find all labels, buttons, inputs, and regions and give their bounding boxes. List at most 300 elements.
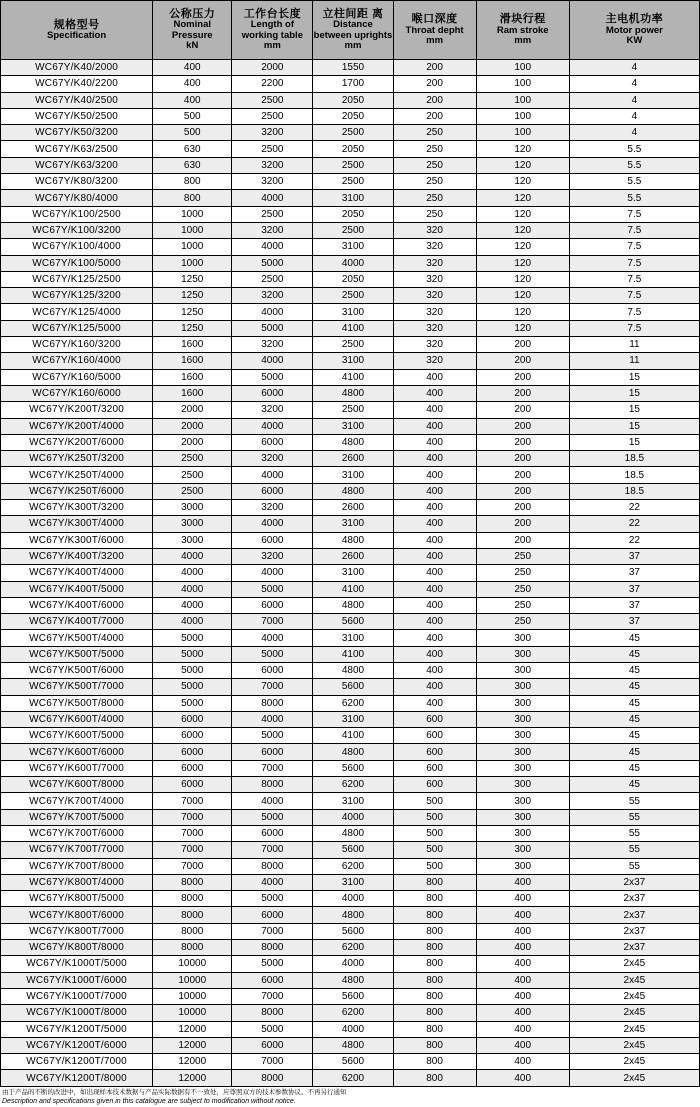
cell-value: 45 — [569, 711, 699, 727]
cell-value: 4 — [569, 108, 699, 124]
cell-value: 7000 — [232, 679, 313, 695]
table-row — [1, 483, 700, 499]
cell-specification: WC67Y/K500T/8000 — [1, 695, 153, 711]
cell-value: 320 — [393, 304, 476, 320]
header-en-specification: Specification — [47, 29, 107, 41]
cell-value: 250 — [476, 565, 569, 581]
cell-value: 3200 — [232, 451, 313, 467]
cell-value: 200 — [476, 434, 569, 450]
table-row — [1, 500, 700, 516]
cell-value: 4100 — [313, 646, 393, 662]
cell-value: 6200 — [313, 1005, 393, 1021]
cell-value: 15 — [569, 434, 699, 450]
cell-value: 300 — [476, 842, 569, 858]
cell-value: 45 — [569, 744, 699, 760]
cell-specification: WC67Y/K63/2500 — [1, 141, 153, 157]
cell-value: 2050 — [313, 108, 393, 124]
cell-value: 1000 — [153, 222, 232, 238]
cell-value: 22 — [569, 516, 699, 532]
cell-value: 2200 — [232, 76, 313, 92]
cell-value: 300 — [476, 858, 569, 874]
cell-specification: WC67Y/K400T/3200 — [1, 548, 153, 564]
cell-value: 3200 — [232, 548, 313, 564]
cell-value: 7000 — [232, 760, 313, 776]
cell-value: 2x45 — [569, 1070, 699, 1086]
cell-value: 8000 — [232, 858, 313, 874]
cell-value: 4100 — [313, 728, 393, 744]
table-row — [1, 614, 700, 630]
header-cn-ram-stroke: 滑块行程 — [499, 13, 546, 26]
cell-specification: WC67Y/K1000T/6000 — [1, 972, 153, 988]
cell-value: 2600 — [313, 451, 393, 467]
cell-value: 7000 — [153, 809, 232, 825]
cell-value: 4800 — [313, 483, 393, 499]
cell-specification: WC67Y/K400T/5000 — [1, 581, 153, 597]
cell-value: 800 — [393, 1054, 476, 1070]
cell-value: 2x37 — [569, 907, 699, 923]
cell-value: 2050 — [313, 206, 393, 222]
table-row — [1, 630, 700, 646]
cell-specification: WC67Y/K250T/4000 — [1, 467, 153, 483]
cell-specification: WC67Y/K700T/5000 — [1, 809, 153, 825]
cell-value: 4000 — [153, 581, 232, 597]
cell-value: 10000 — [153, 1005, 232, 1021]
table-row — [1, 255, 700, 271]
cell-value: 320 — [393, 320, 476, 336]
cell-value: 5000 — [232, 956, 313, 972]
cell-value: 7.5 — [569, 239, 699, 255]
cell-value: 120 — [476, 157, 569, 173]
cell-value: 1600 — [153, 369, 232, 385]
cell-value: 37 — [569, 597, 699, 613]
cell-value: 400 — [476, 1070, 569, 1086]
cell-value: 4000 — [232, 190, 313, 206]
cell-value: 4000 — [232, 304, 313, 320]
cell-value: 5000 — [232, 1021, 313, 1037]
cell-value: 200 — [393, 76, 476, 92]
table-row — [1, 565, 700, 581]
cell-value: 800 — [393, 1070, 476, 1086]
cell-value: 6200 — [313, 695, 393, 711]
header-unit-throat-depth: mm — [426, 35, 444, 47]
cell-value: 6000 — [153, 711, 232, 727]
cell-value: 7000 — [153, 858, 232, 874]
cell-value: 200 — [476, 369, 569, 385]
table-row — [1, 646, 700, 662]
cell-value: 400 — [393, 451, 476, 467]
cell-value: 37 — [569, 581, 699, 597]
cell-value: 120 — [476, 206, 569, 222]
table-row — [1, 777, 700, 793]
table-row — [1, 125, 700, 141]
header-cn-specification: 规格型号 — [53, 18, 100, 31]
table-row — [1, 874, 700, 890]
header-unit-nominal-pressure: kN — [186, 40, 199, 52]
cell-value: 7000 — [232, 988, 313, 1004]
header-en-table-length: Length of working table — [241, 19, 303, 41]
cell-value: 22 — [569, 532, 699, 548]
cell-value: 8000 — [232, 1005, 313, 1021]
table-row — [1, 222, 700, 238]
cell-specification: WC67Y/K160/6000 — [1, 385, 153, 401]
cell-value: 3000 — [153, 500, 232, 516]
cell-value: 8000 — [232, 777, 313, 793]
cell-value: 5600 — [313, 842, 393, 858]
cell-value: 4000 — [153, 565, 232, 581]
table-row — [1, 92, 700, 108]
cell-value: 5.5 — [569, 190, 699, 206]
cell-value: 400 — [393, 597, 476, 613]
cell-value: 6000 — [232, 434, 313, 450]
cell-value: 1250 — [153, 304, 232, 320]
cell-value: 120 — [476, 288, 569, 304]
cell-value: 2500 — [313, 125, 393, 141]
cell-value: 45 — [569, 760, 699, 776]
cell-value: 7000 — [153, 793, 232, 809]
cell-value: 45 — [569, 662, 699, 678]
cell-specification: WC67Y/K125/5000 — [1, 320, 153, 336]
cell-value: 3100 — [313, 630, 393, 646]
table-row — [1, 923, 700, 939]
column-header-table-length — [232, 1, 313, 60]
cell-value: 600 — [393, 760, 476, 776]
header-unit-table-length: mm — [263, 40, 281, 52]
cell-value: 200 — [476, 451, 569, 467]
cell-value: 5600 — [313, 988, 393, 1004]
column-header-nominal-pressure — [153, 1, 232, 60]
cell-value: 400 — [393, 614, 476, 630]
cell-value: 55 — [569, 825, 699, 841]
cell-value: 400 — [153, 76, 232, 92]
cell-value: 7000 — [153, 842, 232, 858]
cell-value: 6000 — [232, 1037, 313, 1053]
cell-value: 2050 — [313, 92, 393, 108]
cell-value: 7000 — [232, 923, 313, 939]
cell-value: 8000 — [153, 940, 232, 956]
table-row — [1, 956, 700, 972]
cell-specification: WC67Y/K200T/3200 — [1, 402, 153, 418]
cell-value: 400 — [393, 500, 476, 516]
cell-specification: WC67Y/K500T/6000 — [1, 662, 153, 678]
table-row — [1, 1070, 700, 1086]
cell-value: 6000 — [232, 662, 313, 678]
cell-value: 8000 — [232, 695, 313, 711]
cell-value: 400 — [393, 418, 476, 434]
cell-value: 4800 — [313, 744, 393, 760]
cell-specification: WC67Y/K80/3200 — [1, 174, 153, 190]
cell-value: 6000 — [232, 744, 313, 760]
cell-value: 4000 — [313, 809, 393, 825]
cell-value: 4800 — [313, 532, 393, 548]
table-row — [1, 288, 700, 304]
table-row — [1, 337, 700, 353]
cell-value: 4000 — [313, 1021, 393, 1037]
header-en-throat-depth: Throat depht — [405, 24, 464, 36]
cell-value: 2x45 — [569, 956, 699, 972]
cell-value: 4800 — [313, 597, 393, 613]
cell-value: 1000 — [153, 239, 232, 255]
cell-value: 5600 — [313, 614, 393, 630]
cell-value: 2x37 — [569, 874, 699, 890]
cell-value: 2500 — [313, 174, 393, 190]
cell-value: 2x37 — [569, 940, 699, 956]
cell-value: 15 — [569, 402, 699, 418]
cell-value: 500 — [393, 793, 476, 809]
cell-specification: WC67Y/K800T/6000 — [1, 907, 153, 923]
cell-specification: WC67Y/K250T/3200 — [1, 451, 153, 467]
table-row — [1, 76, 700, 92]
cell-value: 800 — [393, 874, 476, 890]
cell-value: 3100 — [313, 353, 393, 369]
cell-value: 600 — [393, 744, 476, 760]
cell-value: 100 — [476, 108, 569, 124]
cell-value: 2500 — [232, 141, 313, 157]
cell-value: 400 — [476, 891, 569, 907]
cell-value: 2600 — [313, 548, 393, 564]
cell-value: 4800 — [313, 825, 393, 841]
cell-specification: WC67Y/K40/2000 — [1, 60, 153, 76]
cell-value: 12000 — [153, 1021, 232, 1037]
cell-value: 5000 — [232, 320, 313, 336]
cell-value: 45 — [569, 646, 699, 662]
cell-value: 2050 — [313, 141, 393, 157]
cell-value: 400 — [476, 1005, 569, 1021]
cell-value: 2500 — [313, 222, 393, 238]
cell-specification: WC67Y/K600T/7000 — [1, 760, 153, 776]
cell-value: 4800 — [313, 434, 393, 450]
column-header-specification — [1, 1, 153, 60]
cell-value: 4 — [569, 125, 699, 141]
header-en-distance-uprights: Distance between uprights — [313, 19, 393, 41]
cell-specification: WC67Y/K400T/4000 — [1, 565, 153, 581]
cell-value: 37 — [569, 548, 699, 564]
cell-value: 18.5 — [569, 483, 699, 499]
table-row — [1, 1054, 700, 1070]
cell-value: 4000 — [232, 467, 313, 483]
cell-value: 6000 — [232, 483, 313, 499]
cell-value: 2500 — [153, 467, 232, 483]
cell-value: 6200 — [313, 858, 393, 874]
cell-value: 1250 — [153, 320, 232, 336]
table-row — [1, 1021, 700, 1037]
cell-value: 300 — [476, 646, 569, 662]
cell-specification: WC67Y/K700T/6000 — [1, 825, 153, 841]
cell-value: 300 — [476, 662, 569, 678]
cell-value: 6000 — [153, 777, 232, 793]
header-unit-distance-uprights: mm — [344, 40, 362, 52]
cell-value: 15 — [569, 418, 699, 434]
cell-value: 15 — [569, 369, 699, 385]
cell-value: 5.5 — [569, 141, 699, 157]
cell-value: 55 — [569, 858, 699, 874]
cell-specification: WC67Y/K700T/4000 — [1, 793, 153, 809]
cell-value: 5600 — [313, 679, 393, 695]
cell-value: 400 — [476, 923, 569, 939]
cell-value: 4 — [569, 76, 699, 92]
cell-specification: WC67Y/K1200T/7000 — [1, 1054, 153, 1070]
cell-specification: WC67Y/K500T/5000 — [1, 646, 153, 662]
cell-value: 4 — [569, 60, 699, 76]
cell-value: 400 — [153, 92, 232, 108]
cell-value: 400 — [153, 60, 232, 76]
cell-value: 4000 — [313, 255, 393, 271]
table-row — [1, 451, 700, 467]
cell-specification: WC67Y/K800T/8000 — [1, 940, 153, 956]
table-row — [1, 548, 700, 564]
cell-value: 5000 — [232, 581, 313, 597]
cell-specification: WC67Y/K50/3200 — [1, 125, 153, 141]
cell-value: 3200 — [232, 288, 313, 304]
table-row — [1, 597, 700, 613]
cell-value: 7.5 — [569, 271, 699, 287]
cell-value: 600 — [393, 711, 476, 727]
cell-value: 5.5 — [569, 157, 699, 173]
table-row — [1, 369, 700, 385]
cell-value: 3100 — [313, 565, 393, 581]
table-row — [1, 793, 700, 809]
cell-value: 4000 — [232, 239, 313, 255]
header-cn-throat-depth: 喉口深度 — [411, 13, 458, 26]
cell-specification: WC67Y/K40/2500 — [1, 92, 153, 108]
cell-value: 10000 — [153, 956, 232, 972]
cell-value: 630 — [153, 141, 232, 157]
cell-value: 4000 — [313, 891, 393, 907]
cell-value: 7000 — [232, 842, 313, 858]
cell-value: 600 — [393, 728, 476, 744]
cell-value: 2500 — [153, 451, 232, 467]
cell-value: 2x45 — [569, 1054, 699, 1070]
cell-value: 3100 — [313, 467, 393, 483]
cell-value: 300 — [476, 711, 569, 727]
cell-specification: WC67Y/K100/5000 — [1, 255, 153, 271]
table-row — [1, 891, 700, 907]
cell-specification: WC67Y/K600T/8000 — [1, 777, 153, 793]
header-cn-motor-power: 主电机功率 — [605, 13, 664, 26]
cell-value: 4000 — [313, 956, 393, 972]
table-row — [1, 353, 700, 369]
cell-value: 37 — [569, 565, 699, 581]
cell-value: 4000 — [153, 597, 232, 613]
cell-value: 3100 — [313, 304, 393, 320]
table-row — [1, 744, 700, 760]
cell-value: 5000 — [153, 662, 232, 678]
cell-value: 2500 — [153, 483, 232, 499]
cell-value: 2x45 — [569, 988, 699, 1004]
cell-value: 18.5 — [569, 451, 699, 467]
cell-value: 400 — [393, 662, 476, 678]
cell-value: 12000 — [153, 1054, 232, 1070]
cell-value: 8000 — [153, 874, 232, 890]
cell-value: 2x45 — [569, 1037, 699, 1053]
cell-value: 250 — [476, 548, 569, 564]
cell-value: 4000 — [232, 516, 313, 532]
cell-specification: WC67Y/K300T/4000 — [1, 516, 153, 532]
cell-value: 500 — [393, 825, 476, 841]
cell-value: 400 — [393, 483, 476, 499]
cell-value: 6200 — [313, 777, 393, 793]
cell-value: 45 — [569, 630, 699, 646]
cell-value: 1550 — [313, 60, 393, 76]
table-body — [1, 60, 700, 1087]
table-row — [1, 679, 700, 695]
header-unit-ram-stroke: mm — [514, 35, 532, 47]
cell-value: 400 — [393, 516, 476, 532]
cell-value: 18.5 — [569, 467, 699, 483]
cell-value: 5000 — [153, 630, 232, 646]
cell-specification: WC67Y/K200T/4000 — [1, 418, 153, 434]
cell-value: 320 — [393, 353, 476, 369]
cell-value: 400 — [476, 1037, 569, 1053]
cell-value: 200 — [393, 108, 476, 124]
cell-specification: WC67Y/K600T/4000 — [1, 711, 153, 727]
cell-value: 4800 — [313, 662, 393, 678]
cell-specification: WC67Y/K400T/6000 — [1, 597, 153, 613]
cell-value: 1600 — [153, 353, 232, 369]
cell-value: 250 — [393, 125, 476, 141]
table-row — [1, 972, 700, 988]
cell-value: 200 — [476, 516, 569, 532]
cell-value: 320 — [393, 288, 476, 304]
cell-value: 300 — [476, 695, 569, 711]
cell-value: 37 — [569, 614, 699, 630]
cell-value: 500 — [153, 125, 232, 141]
cell-value: 22 — [569, 500, 699, 516]
cell-value: 7.5 — [569, 255, 699, 271]
cell-value: 7000 — [153, 825, 232, 841]
cell-value: 200 — [476, 337, 569, 353]
cell-specification: WC67Y/K1200T/5000 — [1, 1021, 153, 1037]
cell-value: 2x45 — [569, 1005, 699, 1021]
cell-value: 2500 — [232, 206, 313, 222]
cell-value: 4000 — [153, 548, 232, 564]
cell-value: 120 — [476, 320, 569, 336]
cell-specification: WC67Y/K800T/4000 — [1, 874, 153, 890]
cell-value: 4000 — [153, 614, 232, 630]
cell-value: 7.5 — [569, 222, 699, 238]
cell-value: 4800 — [313, 1037, 393, 1053]
cell-value: 6000 — [232, 825, 313, 841]
cell-specification: WC67Y/K50/2500 — [1, 108, 153, 124]
table-row — [1, 907, 700, 923]
cell-value: 15 — [569, 385, 699, 401]
cell-value: 2x37 — [569, 891, 699, 907]
cell-value: 800 — [393, 988, 476, 1004]
table-row — [1, 206, 700, 222]
cell-specification: WC67Y/K700T/7000 — [1, 842, 153, 858]
cell-value: 1250 — [153, 288, 232, 304]
cell-value: 400 — [393, 646, 476, 662]
cell-value: 100 — [476, 60, 569, 76]
cell-value: 800 — [153, 174, 232, 190]
cell-value: 800 — [393, 972, 476, 988]
table-row — [1, 516, 700, 532]
cell-value: 200 — [476, 353, 569, 369]
cell-value: 800 — [393, 1037, 476, 1053]
table-row — [1, 418, 700, 434]
cell-specification: WC67Y/K1200T/8000 — [1, 1070, 153, 1086]
cell-value: 2050 — [313, 271, 393, 287]
cell-specification: WC67Y/K160/5000 — [1, 369, 153, 385]
cell-value: 4800 — [313, 385, 393, 401]
cell-value: 1250 — [153, 271, 232, 287]
cell-value: 45 — [569, 679, 699, 695]
cell-value: 12000 — [153, 1037, 232, 1053]
cell-value: 7000 — [232, 1054, 313, 1070]
cell-specification: WC67Y/K500T/4000 — [1, 630, 153, 646]
cell-value: 2600 — [313, 500, 393, 516]
cell-value: 2x37 — [569, 923, 699, 939]
table-row — [1, 157, 700, 173]
